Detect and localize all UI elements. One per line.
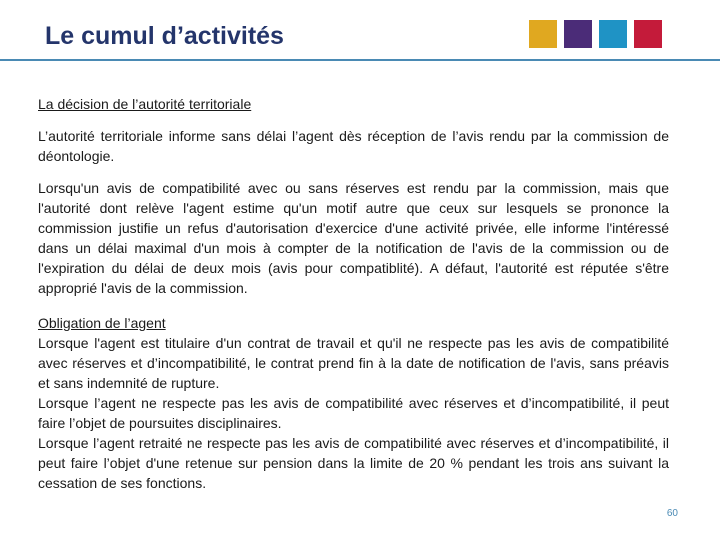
slide-body <box>38 94 669 493</box>
accent-square-red <box>634 20 662 48</box>
page-number: 60 <box>666 508 678 519</box>
page-title: Le cumul d’activités <box>45 22 284 50</box>
accent-square-purple <box>564 20 592 48</box>
title-divider <box>0 59 720 61</box>
paragraph: Lorsque l’agent ne respecte pas les avis de compatibilité avec réserves et d’incompatibilité, il peut faire l’objet de poursuites disciplinaires. <box>38 395 669 431</box>
section-heading-obligation: Obligation de l’agent <box>38 315 166 331</box>
accent-square-yellow <box>529 20 557 48</box>
paragraph: L’autorité territoriale informe sans délai l’agent dès réception de l’avis rendu par la commission de déontologie. <box>38 128 669 164</box>
accent-square-blue <box>599 20 627 48</box>
paragraph: Lorsque l'agent est titulaire d'un contrat de travail et qu'il ne respecte pas les avis de compatibilité avec réserves et d’incompatibilité, le contrat prend fin à la date de notification de l'avis, sans préavis et sans indemnité de rupture. <box>38 335 669 391</box>
paragraph: Lorsqu'un avis de compatibilité avec ou sans réserves est rendu par la commission, mais que l'autorité dont relève l'agent estime qu'un motif autre que ceux sur lesquels se prononce la commission justifie un refus d'autorisation d'exercice d'une activité privée, elle informe l'intéressé dans un délai maximal d'un mois à compter de la notification de l'avis de la commission ou de l'expiration du délai de deux mois (avis pour compatiblité). A défaut, l'autorité est réputée s'être approprié l'avis de la commission. <box>38 180 669 296</box>
section-heading-decision: La décision de l’autorité territoriale <box>38 96 252 112</box>
paragraph: Lorsque l’agent retraité ne respecte pas les avis de compatibilité avec réserves et d’incompatibilité, il peut faire l’objet d'une retenue sur pension dans la limite de 20 % pendant les trois ans suivant la cessation de ses fonctions. <box>38 435 669 491</box>
